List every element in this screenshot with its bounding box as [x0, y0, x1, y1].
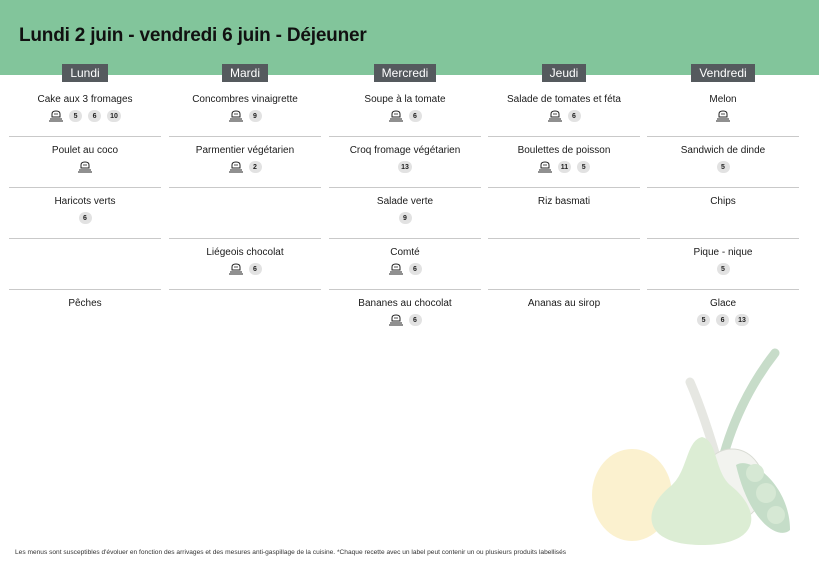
allergen-badge: 6 — [568, 110, 581, 122]
menu-cell — [169, 239, 321, 290]
menu-cell — [9, 239, 161, 290]
dish-meta — [329, 161, 481, 173]
dish-meta — [488, 110, 640, 122]
dish-meta — [647, 161, 799, 173]
allergen-badge: 6 — [409, 263, 422, 275]
day-column-mercredi — [329, 64, 481, 324]
allergen-badge: 6 — [79, 212, 92, 224]
dish-name: Glace — [709, 298, 737, 309]
dish-meta — [647, 263, 799, 275]
dish-name: Ananas au sirop — [527, 298, 601, 309]
dish-meta — [9, 110, 161, 122]
menu-cell — [329, 86, 481, 137]
chef-hat-label-icon — [389, 110, 403, 122]
dish-meta — [329, 263, 481, 275]
dish-meta — [9, 212, 161, 224]
menu-cell — [9, 86, 161, 137]
day-column-lundi — [9, 64, 161, 309]
chef-hat-label-icon — [548, 110, 562, 122]
chef-hat-label-icon — [716, 110, 730, 122]
allergen-badge: 2 — [249, 161, 262, 173]
chef-hat-label-icon — [389, 263, 403, 275]
dish-name: Soupe à la tomate — [364, 94, 446, 105]
allergen-badge: 13 — [398, 161, 412, 173]
dish-name: Chips — [710, 196, 736, 207]
menu-cell — [329, 239, 481, 290]
menu-cell — [488, 86, 640, 137]
dish-meta — [169, 161, 321, 173]
chef-hat-label-icon — [389, 314, 403, 326]
menu-cell — [169, 137, 321, 188]
page-title: Lundi 2 juin - vendredi 6 juin - Déjeuner — [19, 25, 367, 46]
fruit-illustration — [590, 345, 819, 545]
chef-hat-label-icon — [49, 110, 63, 122]
dish-meta — [9, 161, 161, 173]
chef-hat-label-icon — [78, 161, 92, 173]
menu-cell — [9, 137, 161, 188]
menu-cell — [9, 290, 161, 341]
allergen-badge: 5 — [577, 161, 590, 173]
dish-meta — [169, 263, 321, 275]
allergen-badge: 5 — [717, 161, 730, 173]
chef-hat-label-icon — [229, 263, 243, 275]
menu-cell — [488, 188, 640, 239]
allergen-badge: 6 — [249, 263, 262, 275]
day-tab: Lundi — [62, 64, 107, 82]
menu-cell — [169, 188, 321, 239]
day-tab: Jeudi — [542, 64, 587, 82]
day-column-mardi — [169, 64, 321, 273]
allergen-badge: 5 — [697, 314, 710, 326]
day-column-jeudi — [488, 64, 640, 309]
dish-meta — [488, 161, 640, 173]
day-column-vendredi — [647, 64, 799, 324]
chef-hat-label-icon — [229, 161, 243, 173]
allergen-badge: 6 — [88, 110, 101, 122]
dish-name: Comté — [390, 247, 420, 258]
dish-name: Pique - nique — [693, 247, 753, 258]
allergen-badge: 6 — [716, 314, 729, 326]
menu-cell — [488, 290, 640, 341]
menu-cell — [169, 86, 321, 137]
menu-cell — [169, 290, 321, 341]
allergen-badge: 11 — [558, 161, 571, 173]
dish-name: Liégeois chocolat — [206, 247, 284, 258]
dish-name: Poulet au coco — [51, 145, 119, 156]
menu-cell — [647, 86, 799, 137]
dish-name: Salade verte — [376, 196, 434, 207]
dish-name: Riz basmati — [537, 196, 591, 207]
allergen-badge: 5 — [69, 110, 82, 122]
allergen-badge: 9 — [399, 212, 412, 224]
allergen-badge: 13 — [735, 314, 749, 326]
dish-name: Croq fromage végétarien — [349, 145, 461, 156]
dish-meta — [329, 212, 481, 224]
dish-meta — [647, 110, 799, 122]
dish-name: Salade de tomates et féta — [507, 94, 621, 105]
menu-cell — [647, 290, 799, 341]
dish-name: Pêches — [68, 298, 102, 309]
menu-cell — [329, 290, 481, 341]
allergen-badge: 6 — [409, 314, 422, 326]
dish-name: Cake aux 3 fromages — [37, 94, 133, 105]
menu-cell — [488, 137, 640, 188]
chef-hat-label-icon — [229, 110, 243, 122]
dish-meta — [647, 314, 799, 326]
dish-name: Boulettes de poisson — [517, 145, 611, 156]
dish-meta — [169, 110, 321, 122]
menu-cell — [329, 137, 481, 188]
dish-name: Concombres vinaigrette — [192, 94, 298, 105]
dish-meta — [329, 314, 481, 326]
dish-meta — [329, 110, 481, 122]
allergen-badge: 5 — [717, 263, 730, 275]
allergen-badge: 9 — [249, 110, 262, 122]
footer-note: Les menus sont susceptibles d'évoluer en fonction des arrivages et des mesures anti-gaspillage de la cuisine. *Chaque recette avec un label peut contenir un ou plusieurs produits labellisés — [15, 549, 567, 556]
menu-cell — [647, 137, 799, 188]
menu-cell — [9, 188, 161, 239]
dish-name: Haricots verts — [54, 196, 116, 207]
chef-hat-label-icon — [538, 161, 552, 173]
dish-name: Bananes au chocolat — [358, 298, 452, 309]
day-tab: Vendredi — [691, 64, 754, 82]
menu-cell — [488, 239, 640, 290]
dish-name: Sandwich de dinde — [680, 145, 766, 156]
day-tab: Mercredi — [374, 64, 437, 82]
dish-name: Melon — [709, 94, 737, 105]
dish-name: Parmentier végétarien — [195, 145, 295, 156]
menu-cell — [329, 188, 481, 239]
menu-cell — [647, 239, 799, 290]
allergen-badge: 10 — [107, 110, 121, 122]
day-tab: Mardi — [222, 64, 268, 82]
menu-cell — [647, 188, 799, 239]
allergen-badge: 6 — [409, 110, 422, 122]
